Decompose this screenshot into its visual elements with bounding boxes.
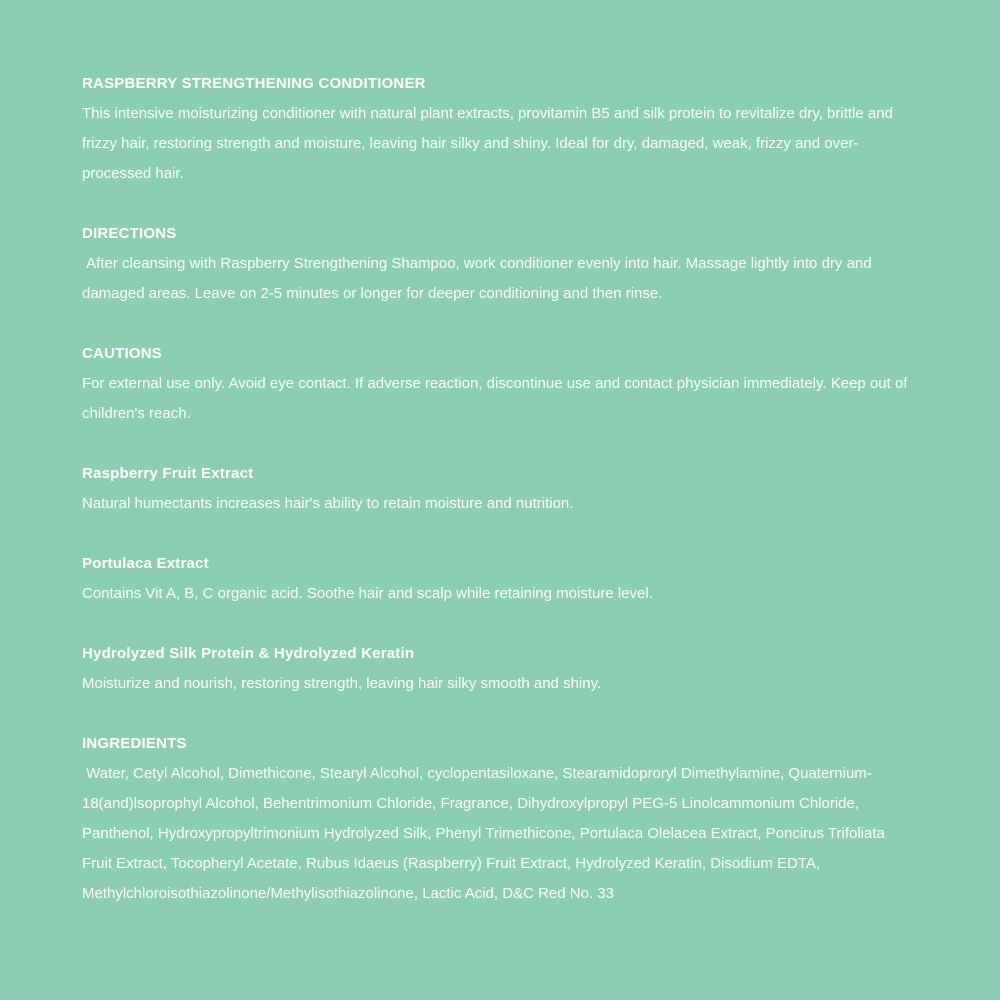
portulaca-extract-heading: Portulaca Extract xyxy=(82,555,209,572)
section-portulaca-extract xyxy=(82,549,917,609)
section-cautions xyxy=(82,339,917,429)
ingredients-heading: INGREDIENTS xyxy=(82,735,187,752)
cautions-body: For external use only. Avoid eye contact. If adverse reaction, discontinue use and contact physician immediately. Keep out of children's reach. xyxy=(82,375,912,422)
product-title-heading: RASPBERRY STRENGTHENING CONDITIONER xyxy=(82,75,426,92)
raspberry-fruit-extract-body: Natural humectants increases hair's ability to retain moisture and nutrition. xyxy=(82,495,574,512)
raspberry-fruit-extract-heading: Raspberry Fruit Extract xyxy=(82,465,254,482)
product-label-text xyxy=(82,69,917,939)
silk-protein-keratin-heading: Hydrolyzed Silk Protein & Hydrolyzed Keratin xyxy=(82,645,415,662)
section-raspberry-fruit-extract xyxy=(82,459,917,519)
section-ingredients xyxy=(82,729,917,909)
section-directions xyxy=(82,219,917,309)
product-title-body: This intensive moisturizing conditioner with natural plant extracts, provitamin B5 and silk protein to revitalize dry, brittle and frizzy hair, restoring strength and moisture, leaving hair silky and shiny. Ideal for dry, damaged, weak, frizzy and over-processed hair. xyxy=(82,105,898,182)
portulaca-extract-body: Contains Vit A, B, C organic acid. Soothe hair and scalp while retaining moisture level. xyxy=(82,585,653,602)
ingredients-body: Water, Cetyl Alcohol, Dimethicone, Stearyl Alcohol, cyclopentasiloxane, Stearamidoproryl Dimethylamine, Quaternium-18(and)lsoprophyl Alcohol, Behentrimonium Chloride, Fragrance, Dihydroxylpropyl PEG-5 Linolcammonium Chloride, Panthenol, Hydroxypropyltrimonium Hydrolyzed Silk, Phenyl Trimethicone, Portulaca Olelacea Extract, Poncirus Trifoliata Fruit Extract, Tocopheryl Acetate, Rubus Idaeus (Raspberry) Fruit Extract, Hydrolyzed Keratin, Disodium EDTA, Methylchloroisothiazolinone/Methylisothiazolinone, Lactic Acid, D&C Red No. 33 xyxy=(82,765,890,902)
section-product-title xyxy=(82,69,917,189)
directions-heading: DIRECTIONS xyxy=(82,225,177,242)
cautions-heading: CAUTIONS xyxy=(82,345,162,362)
section-silk-protein-keratin xyxy=(82,639,917,699)
directions-body: After cleansing with Raspberry Strengthening Shampoo, work conditioner evenly into hair. Massage lightly into dry and damaged areas. Leave on 2-5 minutes or longer for deeper conditioning and then rinse. xyxy=(82,255,876,302)
silk-protein-keratin-body: Moisturize and nourish, restoring strength, leaving hair silky smooth and shiny. xyxy=(82,675,602,692)
